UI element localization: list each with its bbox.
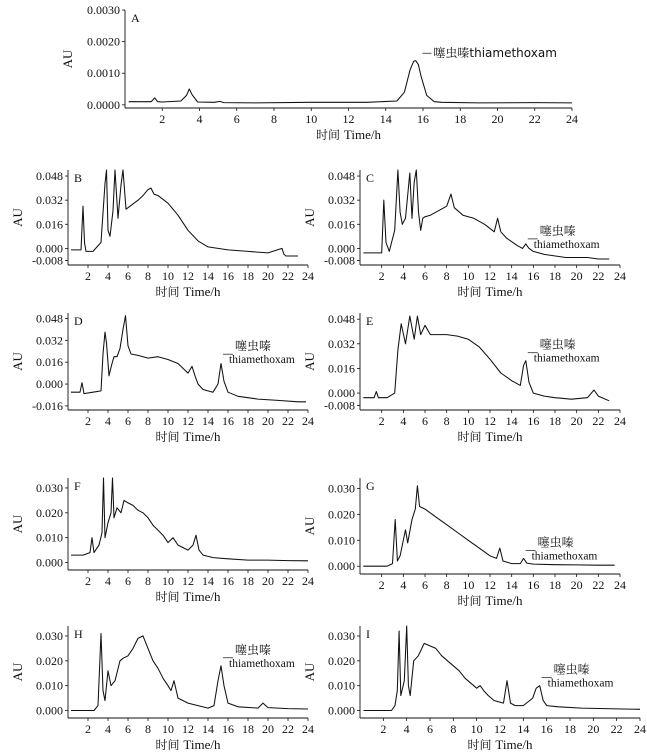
y-tick-label: 0.020: [328, 653, 355, 668]
peak-annotation-zh: 噻虫嗪: [539, 337, 576, 352]
x-tick-label: 2: [85, 722, 91, 736]
x-tick-label: 10: [470, 722, 483, 736]
x-axis-title: [156, 737, 221, 752]
panel-letter: G: [366, 479, 375, 493]
x-tick-label: 20: [491, 112, 504, 126]
x-tick-label: 6: [125, 414, 131, 428]
x-tick-label: 6: [422, 578, 428, 592]
x-tick-label: 4: [403, 722, 410, 736]
x-axis-title-en: Time/h: [485, 593, 523, 608]
y-tick-label: 0.010: [36, 530, 63, 545]
x-tick-label: 22: [610, 722, 623, 736]
x-tick-label: 22: [528, 112, 541, 126]
y-axis-title: AU: [10, 352, 25, 371]
x-tick-label: 2: [85, 574, 91, 588]
y-tick-label: 0.048: [328, 312, 355, 327]
x-tick-label: 12: [484, 578, 496, 592]
x-tick-label: 4: [105, 414, 111, 428]
y-axis-title: AU: [10, 208, 25, 227]
x-tick-label: 8: [145, 269, 151, 283]
x-tick-label: 8: [443, 414, 450, 428]
y-tick-label: 0.032: [36, 333, 63, 348]
x-axis-title-en: Time/h: [183, 429, 221, 444]
x-tick-label: 2: [378, 269, 385, 283]
x-axis-title-zh: 时间: [155, 738, 184, 752]
y-axis-title: AU: [10, 514, 25, 534]
y-tick-label: 0.0030: [87, 3, 120, 17]
x-axis-title-zh: 时间: [457, 430, 486, 444]
x-axis-title: [458, 284, 523, 299]
x-tick-label: 14: [202, 722, 214, 736]
x-tick-label: 6: [125, 574, 131, 588]
y-tick-label: 0.020: [328, 507, 355, 522]
y-tick-label: 0.000: [36, 555, 63, 570]
x-tick-label: 12: [182, 414, 194, 428]
y-tick-label: 0.032: [328, 336, 355, 351]
x-tick-label: 14: [517, 722, 530, 736]
x-tick-label: 10: [162, 574, 174, 588]
x-tick-label: 4: [196, 112, 203, 126]
x-tick-label: 14: [505, 269, 518, 283]
x-tick-label: 10: [462, 578, 475, 592]
x-axis-title-zh: 时间: [155, 285, 184, 299]
x-tick-label: 6: [422, 269, 428, 283]
x-axis-title-zh: 时间: [155, 430, 184, 444]
x-tick-label: 12: [182, 722, 194, 736]
x-axis-title-en: Time/h: [495, 737, 533, 752]
x-tick-label: 4: [400, 578, 407, 592]
peak-annotation-en: thiamethoxam: [531, 550, 598, 563]
peak-annotation-en: thiamethoxam: [229, 657, 295, 670]
x-tick-label: 18: [242, 722, 254, 736]
x-tick-label: 2: [380, 722, 387, 736]
panel-letter: H: [74, 627, 83, 641]
y-tick-label: 0.016: [328, 361, 355, 376]
x-axis-title-en: Time/h: [183, 284, 221, 299]
x-tick-label: 20: [262, 269, 274, 283]
x-tick-label: 8: [145, 722, 151, 736]
x-tick-label: 16: [222, 722, 234, 736]
y-tick-label: -0.008: [32, 253, 63, 268]
x-tick-label: 24: [614, 269, 626, 283]
peak-annotation-en: thiamethoxam: [533, 238, 600, 251]
panel-letter: I: [366, 627, 370, 641]
y-tick-label: 0.030: [36, 628, 63, 643]
x-tick-label: 22: [592, 578, 605, 592]
x-tick-label: 18: [242, 414, 254, 428]
x-tick-label: 16: [540, 722, 553, 736]
y-tick-label: 0.020: [36, 505, 63, 520]
x-tick-label: 20: [262, 722, 274, 736]
x-tick-label: 12: [182, 269, 194, 283]
y-tick-label: -0.016: [32, 398, 63, 413]
peak-annotation-en: thiamethoxam: [533, 352, 600, 365]
x-tick-label: 10: [462, 414, 475, 428]
x-tick-label: 12: [484, 269, 496, 283]
x-tick-label: 24: [614, 578, 626, 592]
x-tick-label: 22: [592, 269, 605, 283]
y-tick-label: 0.032: [36, 193, 63, 208]
x-tick-label: 24: [614, 414, 626, 428]
y-tick-label: -0.008: [324, 398, 355, 413]
x-tick-label: 10: [162, 414, 174, 428]
x-tick-label: 16: [527, 414, 540, 428]
y-tick-label: 0.000: [328, 241, 355, 256]
x-tick-label: 8: [443, 578, 450, 592]
x-tick-label: 18: [549, 414, 561, 428]
y-tick-label: 0.030: [328, 628, 355, 643]
x-tick-label: 6: [233, 112, 240, 126]
x-tick-label: 22: [592, 414, 605, 428]
x-axis-title: [156, 429, 221, 444]
y-tick-label: 0.010: [36, 678, 63, 693]
x-tick-label: 4: [400, 269, 407, 283]
panel-letter: E: [366, 314, 374, 328]
x-tick-label: 10: [462, 269, 475, 283]
x-tick-label: 22: [282, 414, 294, 428]
x-axis-title: [458, 593, 523, 608]
x-tick-label: 10: [305, 112, 318, 126]
x-tick-label: 20: [587, 722, 600, 736]
y-tick-label: 0.0010: [87, 66, 120, 81]
y-axis-title: AU: [302, 208, 317, 227]
x-tick-label: 6: [422, 414, 428, 428]
x-axis-title-en: Time/h: [183, 589, 221, 604]
x-tick-label: 2: [85, 269, 91, 283]
x-tick-label: 22: [282, 722, 294, 736]
x-tick-label: 12: [342, 112, 355, 126]
x-tick-label: 14: [202, 574, 214, 588]
x-tick-label: 24: [302, 414, 314, 428]
x-axis-title: [156, 589, 221, 604]
y-axis-title: AU: [10, 662, 25, 682]
x-tick-label: 16: [222, 574, 234, 588]
x-tick-label: 4: [105, 269, 111, 283]
x-tick-label: 18: [242, 269, 254, 283]
x-tick-label: 20: [262, 414, 274, 428]
x-tick-label: 4: [400, 414, 407, 428]
x-tick-label: 16: [417, 112, 429, 126]
y-axis-title: AU: [302, 352, 317, 371]
x-axis-title-en: Time/h: [485, 429, 523, 444]
x-tick-label: 16: [222, 269, 234, 283]
y-tick-label: 0.000: [328, 386, 355, 401]
y-tick-label: 0.048: [36, 311, 63, 326]
x-tick-label: 16: [527, 578, 540, 592]
x-tick-label: 6: [427, 722, 433, 736]
x-tick-label: 18: [564, 722, 576, 736]
x-tick-label: 14: [202, 414, 214, 428]
x-tick-label: 14: [505, 414, 518, 428]
y-tick-label: 0.048: [36, 169, 63, 184]
peak-annotation-zh: 噻虫嗪: [235, 339, 272, 354]
x-axis-title-en: Time/h: [343, 127, 381, 142]
x-tick-label: 8: [450, 722, 457, 736]
y-tick-label: 0.010: [328, 678, 355, 693]
y-tick-label: 0.010: [328, 533, 355, 548]
x-axis-title: [458, 429, 523, 444]
y-tick-label: 0.000: [328, 703, 355, 718]
x-tick-label: 18: [549, 578, 561, 592]
x-tick-label: 22: [282, 574, 294, 588]
x-axis-title-zh: 时间: [467, 738, 496, 752]
x-tick-label: 10: [162, 722, 174, 736]
y-tick-label: 0.020: [36, 653, 63, 668]
panel-letter: A: [131, 11, 140, 25]
peak-annotation-en: thiamethoxam: [547, 677, 614, 690]
x-axis-title: [156, 284, 221, 299]
x-tick-label: 2: [378, 578, 385, 592]
y-tick-label: 0.048: [328, 169, 355, 184]
peak-annotation-zh: 噻虫嗪: [537, 535, 574, 550]
x-tick-label: 4: [105, 574, 111, 588]
x-axis-title-en: Time/h: [485, 284, 523, 299]
x-tick-label: 20: [262, 574, 274, 588]
y-axis-title: AU: [302, 516, 317, 536]
x-axis-title: [316, 127, 381, 142]
y-tick-label: 0.0020: [87, 34, 120, 49]
x-tick-label: 10: [162, 269, 174, 283]
y-tick-label: 0.000: [36, 377, 63, 392]
y-axis-title: AU: [302, 662, 317, 682]
panel-letter: B: [74, 171, 83, 185]
x-tick-label: 8: [145, 414, 151, 428]
panel-letter: C: [366, 171, 375, 185]
x-tick-label: 12: [494, 722, 506, 736]
x-axis-title-zh: 时间: [155, 590, 184, 604]
y-tick-label: 0.032: [328, 193, 355, 208]
x-tick-label: 2: [85, 414, 91, 428]
x-tick-label: 2: [159, 112, 166, 126]
peak-annotation-zh: 噻虫嗪: [553, 662, 590, 677]
y-tick-label: 0.000: [36, 241, 63, 256]
peak-annotation-zh: 噻虫嗪: [539, 223, 576, 238]
x-tick-label: 4: [105, 722, 111, 736]
x-tick-label: 20: [570, 414, 583, 428]
x-tick-label: 20: [570, 269, 583, 283]
x-tick-label: 18: [454, 112, 467, 126]
peak-annotation-zh: 噻虫嗪: [235, 642, 272, 657]
x-tick-label: 14: [202, 269, 214, 283]
x-tick-label: 8: [443, 269, 450, 283]
x-tick-label: 24: [566, 112, 578, 126]
x-tick-label: 24: [634, 722, 646, 736]
x-tick-label: 8: [271, 112, 277, 126]
x-tick-label: 24: [302, 722, 314, 736]
x-tick-label: 20: [570, 578, 583, 592]
x-axis-title-zh: 时间: [457, 285, 486, 299]
y-tick-label: 0.016: [36, 355, 63, 370]
peak-annotation-en: thiamethoxam: [229, 354, 295, 367]
x-tick-label: 18: [242, 574, 254, 588]
x-tick-label: 24: [302, 574, 314, 588]
x-tick-label: 12: [182, 574, 194, 588]
x-axis-title: [468, 737, 533, 752]
x-tick-label: 12: [484, 414, 496, 428]
x-tick-label: 22: [282, 269, 294, 283]
x-axis-title-en: Time/h: [183, 737, 221, 752]
x-tick-label: 14: [505, 578, 518, 592]
peak-annotation: 噻虫嗪thiamethoxam: [433, 46, 557, 61]
x-tick-label: 6: [125, 269, 131, 283]
x-axis-title-zh: 时间: [316, 128, 344, 142]
x-tick-label: 24: [302, 269, 314, 283]
y-tick-label: 0.030: [328, 481, 355, 496]
y-tick-label: 0.030: [36, 480, 63, 495]
y-tick-label: 0.000: [36, 703, 63, 718]
y-axis-title: AU: [60, 49, 75, 69]
y-tick-label: 0.016: [36, 217, 63, 232]
panel-letter: D: [74, 314, 83, 328]
x-tick-label: 6: [125, 722, 131, 736]
x-tick-label: 18: [549, 269, 561, 283]
x-tick-label: 16: [222, 414, 234, 428]
x-tick-label: 2: [378, 414, 385, 428]
y-tick-label: 0.000: [328, 559, 355, 574]
x-tick-label: 16: [527, 269, 540, 283]
y-tick-label: 0.0000: [87, 97, 120, 112]
y-tick-label: 0.016: [328, 217, 355, 232]
x-tick-label: 14: [379, 112, 392, 126]
x-tick-label: 8: [145, 574, 151, 588]
x-axis-title-zh: 时间: [457, 594, 486, 608]
y-tick-label: -0.008: [324, 253, 355, 268]
panel-letter: F: [74, 479, 81, 493]
